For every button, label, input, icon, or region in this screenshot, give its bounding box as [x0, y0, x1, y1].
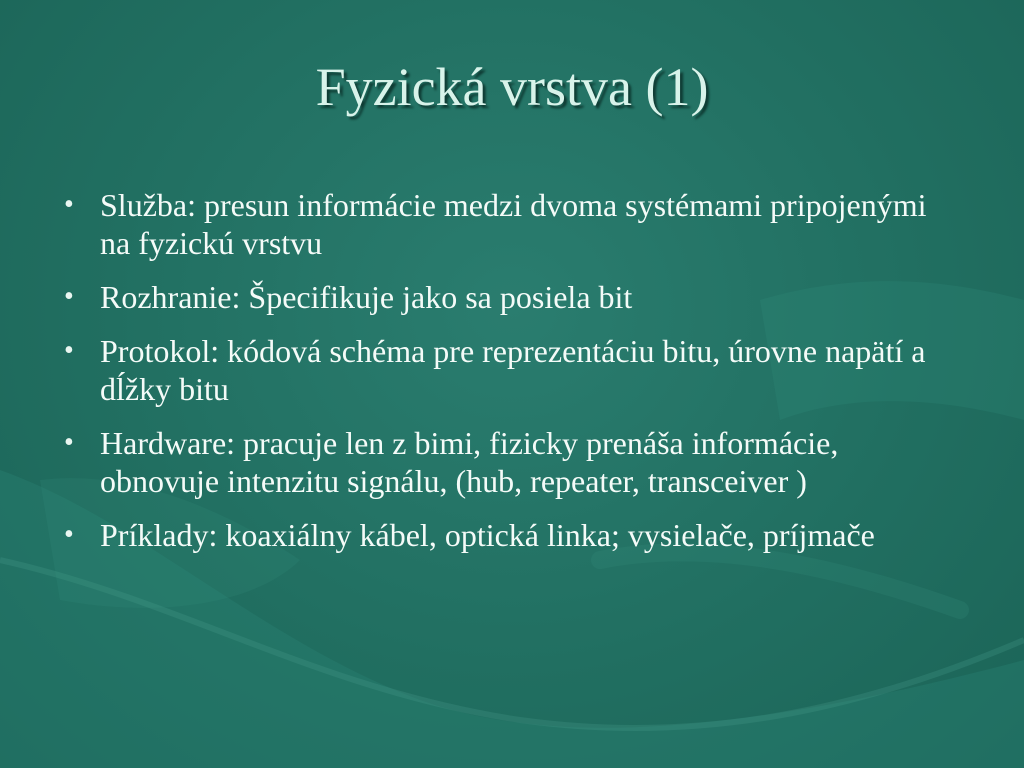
bullet-list — [60, 186, 960, 570]
bullet-item — [60, 424, 960, 500]
bullet-dot-icon: • — [64, 281, 74, 312]
bullet-text: Služba: presun informácie medzi dvoma systémami pripojenými na fyzickú vrstvu — [100, 187, 927, 261]
bullet-text: Príklady: koaxiálny kábel, optická linka; vysielače, príjmače — [100, 517, 875, 553]
bullet-dot-icon: • — [64, 189, 74, 220]
bullet-dot-icon: • — [64, 427, 74, 458]
bullet-text: Protokol: kódová schéma pre reprezentáciu bitu, úrovne napätí a dĺžky bitu — [100, 333, 926, 407]
bullet-item — [60, 278, 960, 316]
bullet-text: Hardware: pracuje len z bimi, fizicky prenáša informácie, obnovuje intenzitu signálu, (hub, repeater, transceiver ) — [100, 425, 839, 499]
background-wave-2 — [0, 560, 1024, 728]
bullet-dot-icon: • — [64, 519, 74, 550]
bullet-item — [60, 516, 960, 554]
bullet-item — [60, 332, 960, 408]
bullet-text: Rozhranie: Špecifikuje jako sa posiela bit — [100, 279, 633, 315]
bullet-dot-icon: • — [64, 335, 74, 366]
slide-title: Fyzická vrstva (1) — [315, 57, 709, 117]
bullet-item — [60, 186, 960, 262]
